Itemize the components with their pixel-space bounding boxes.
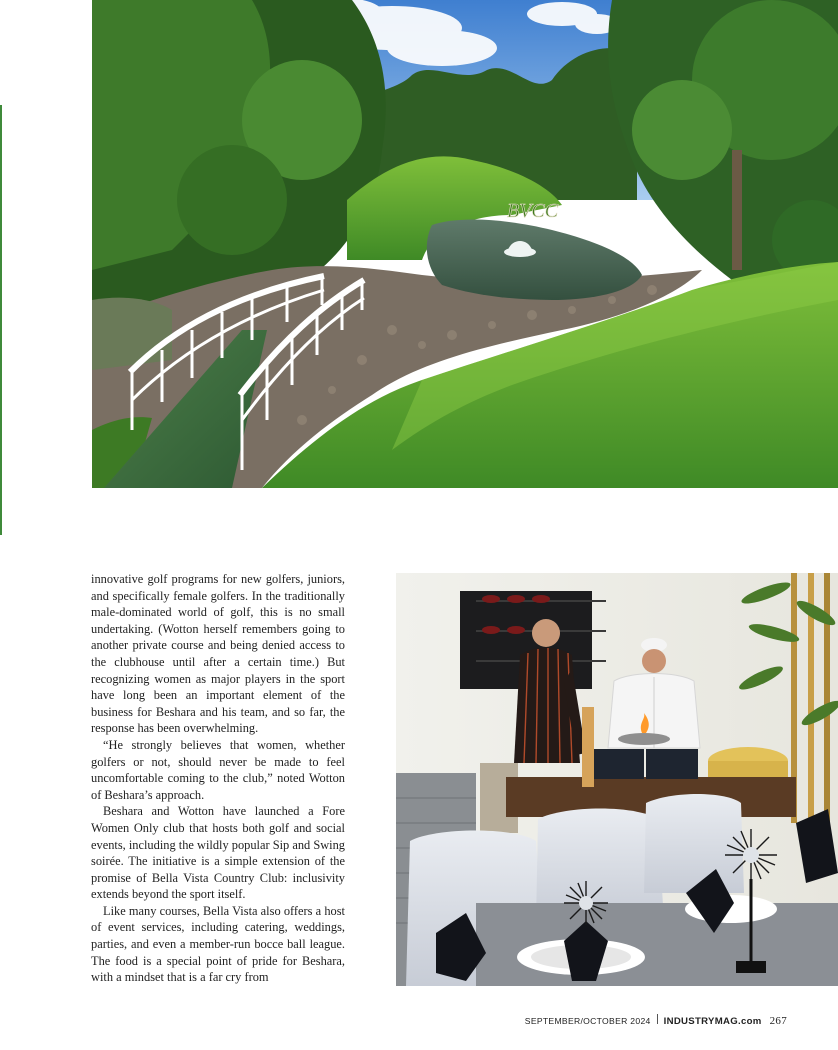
article-paragraph: Beshara and Wotton have launched a Fore Women Only club that hosts both golf and social events, including the wildly popular Sip and Swing soirée. The initiative is a simple extension of the promise of Bella Vista Country Club: inclusivity extends beyond the sport itself.: [91, 804, 345, 902]
bvcc-hedge-sign: BVCC: [507, 200, 559, 222]
article-text-column: [91, 571, 345, 986]
article-paragraph: Like many courses, Bella Vista also offers a host of event services, including catering, weddings, parties, and even a member-run bocce ball league. The food is a special point of pride for Beshara, with a mindset that is a far cry from: [91, 903, 345, 985]
page-footer: [525, 1014, 787, 1027]
footer-divider: [657, 1014, 658, 1024]
article-paragraph: “He strongly believes that women, whether golfers or not, should never be made to feel uncomfortable coming to the club,” noted Wotton of Beshara’s approach.: [91, 737, 345, 802]
issue-date: SEPTEMBER/OCTOBER 2024: [524, 1016, 651, 1026]
golf-course-photo: [92, 0, 838, 488]
page-edge-strip: [0, 105, 2, 535]
dining-room-photo: [396, 573, 838, 986]
magazine-site: INDUSTRYMAG.com: [663, 1016, 762, 1027]
page-number: 267: [769, 1015, 787, 1027]
article-paragraph: innovative golf programs for new golfers, juniors, and specifically female golfers. In the traditionally male-dominated world of golf, this is no small undertaking. (Wotton herself remembers going to another private course and being denied access to the clubhouse until after a certain time.) But recognizing women as major players in the sport have long been an important element of the business for Beshara and his team, and so far, the response has been overwhelming.: [91, 572, 345, 736]
